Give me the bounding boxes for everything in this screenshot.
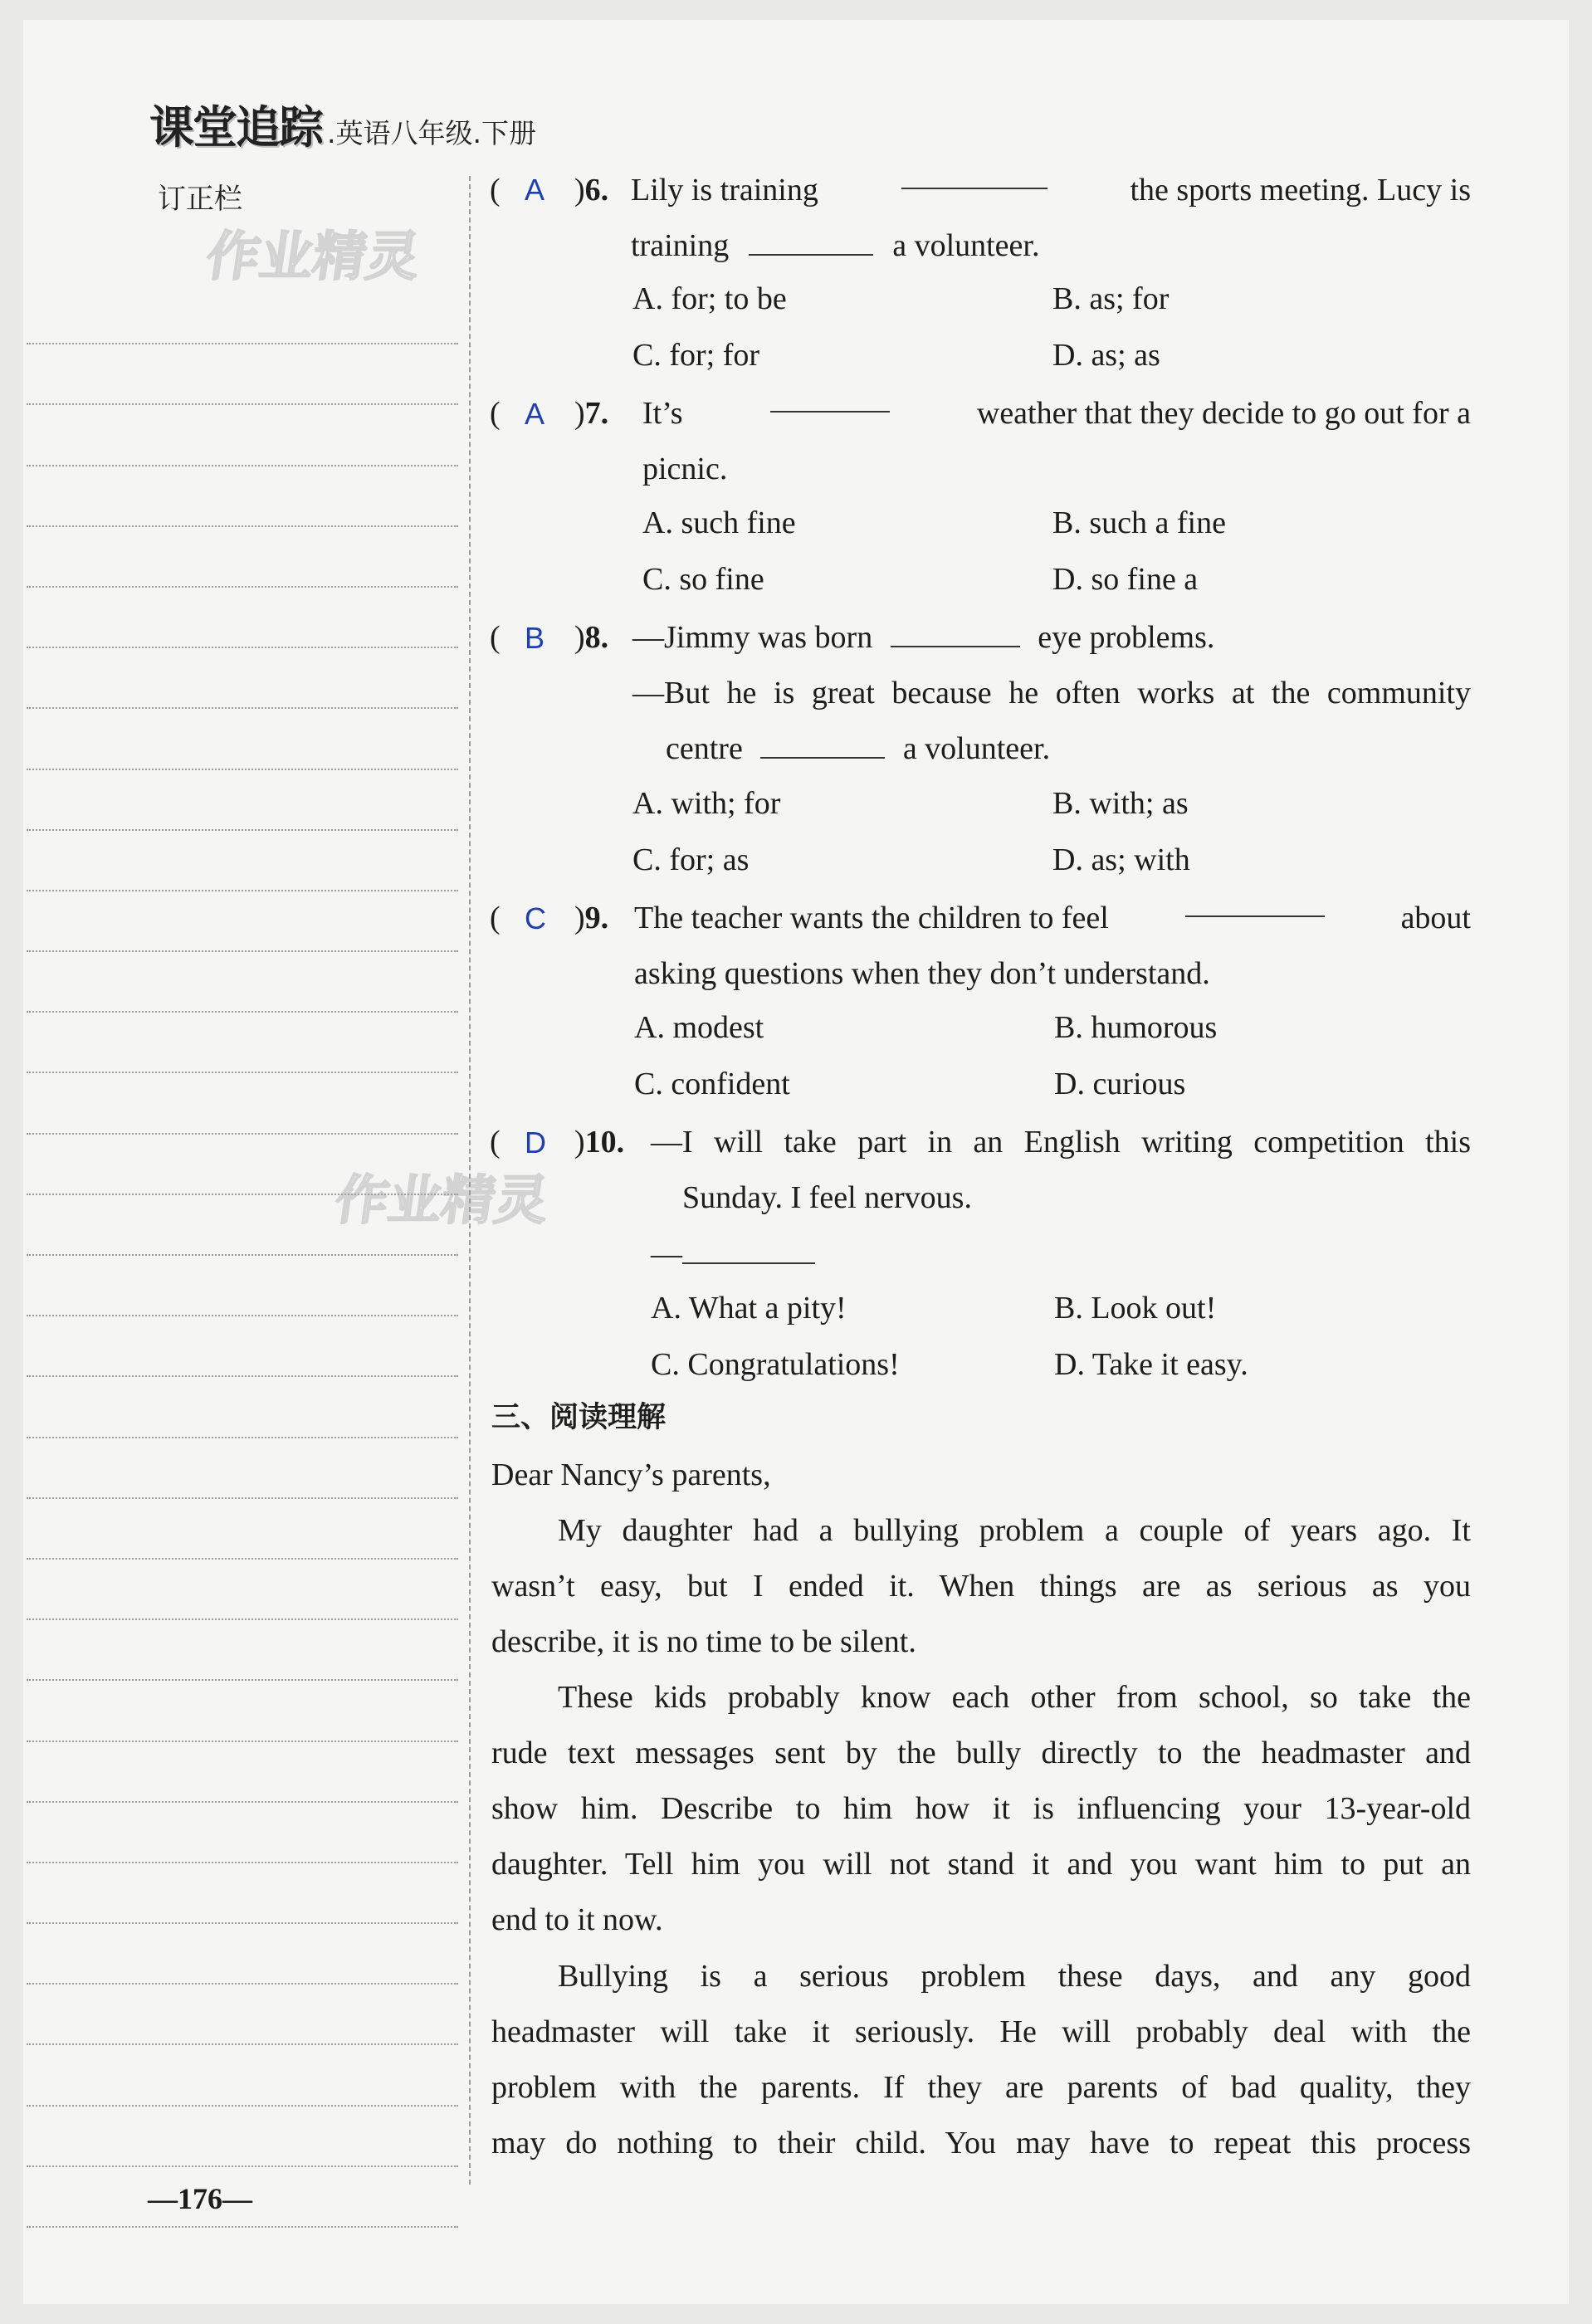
option-a: A. with; for	[632, 786, 781, 821]
correction-lines	[27, 284, 458, 2228]
watermark: 作业精灵	[330, 1170, 553, 1232]
option-d: D. Take it easy.	[1054, 1347, 1248, 1382]
column-divider	[469, 176, 471, 2185]
letter-line: describe, it is no time to be silent.	[491, 1624, 916, 1659]
letter-line: My daughter had a bullying problem a couple of years ago. It	[558, 1513, 1471, 1548]
grade-label: .英语八年级.下册	[327, 117, 536, 149]
book-header	[149, 98, 536, 156]
letter-line: daughter. Tell him you will not stand it and you want him to put an	[491, 1847, 1471, 1882]
option-a: A. for; to be	[632, 281, 787, 316]
letter-line: show him. Describe to him how it is influencing your 13-year-old	[491, 1791, 1471, 1826]
watermark: 作业精灵	[202, 227, 424, 288]
answer-6: A	[525, 173, 545, 207]
letter-line: These kids probably know each other from school, so take the	[558, 1680, 1471, 1715]
option-b: B. as; for	[1052, 281, 1170, 316]
answer-10: D	[525, 1125, 546, 1160]
brand-logo: 课堂追踪	[149, 101, 322, 154]
answer-8: B	[525, 621, 545, 655]
question-number: 6.	[584, 173, 609, 208]
option-c: C. confident	[634, 1067, 790, 1101]
option-c: C. so fine	[642, 562, 764, 597]
correction-column-title: 订正栏	[158, 183, 242, 216]
question-number: 10.	[584, 1125, 625, 1160]
option-d: D. as; with	[1052, 842, 1190, 877]
letter-line: headmaster will take it seriously. He will probably deal with the	[491, 2014, 1471, 2049]
letter-line: may do nothing to their child. You may have to repeat this process	[491, 2126, 1471, 2160]
section-title: 三、阅读理解	[491, 1401, 667, 1434]
question-number: 9.	[584, 901, 609, 935]
option-d: D. as; as	[1052, 338, 1160, 373]
option-a: A. modest	[634, 1010, 764, 1045]
option-d: D. so fine a	[1052, 562, 1199, 597]
option-b: B. with; as	[1052, 786, 1189, 821]
answer-9: C	[525, 901, 546, 935]
question-number: 7.	[584, 396, 609, 431]
option-b: B. such a fine	[1052, 505, 1226, 540]
option-d: D. curious	[1054, 1067, 1186, 1101]
option-c: C. Congratulations!	[651, 1347, 900, 1382]
question-number: 8.	[584, 620, 609, 655]
letter-line: problem with the parents. If they are parents of bad quality, they	[491, 2070, 1471, 2105]
letter-line: end to it now.	[491, 1902, 663, 1937]
option-c: C. for; for	[632, 338, 760, 373]
option-b: B. humorous	[1054, 1010, 1218, 1045]
letter-greeting: Dear Nancy’s parents,	[491, 1457, 771, 1492]
option-b: B. Look out!	[1054, 1291, 1217, 1326]
letter-line: Bullying is a serious problem these days, and any good	[558, 1959, 1471, 1994]
page-number: —176—	[148, 2182, 252, 2215]
option-a: A. such fine	[642, 505, 796, 540]
letter-line: wasn’t easy, but I ended it. When things are as serious as you	[491, 1569, 1471, 1604]
answer-7: A	[525, 397, 545, 431]
letter-line: rude text messages sent by the bully directly to the headmaster and	[491, 1736, 1471, 1770]
option-a: A. What a pity!	[651, 1291, 847, 1326]
option-c: C. for; as	[632, 842, 750, 877]
